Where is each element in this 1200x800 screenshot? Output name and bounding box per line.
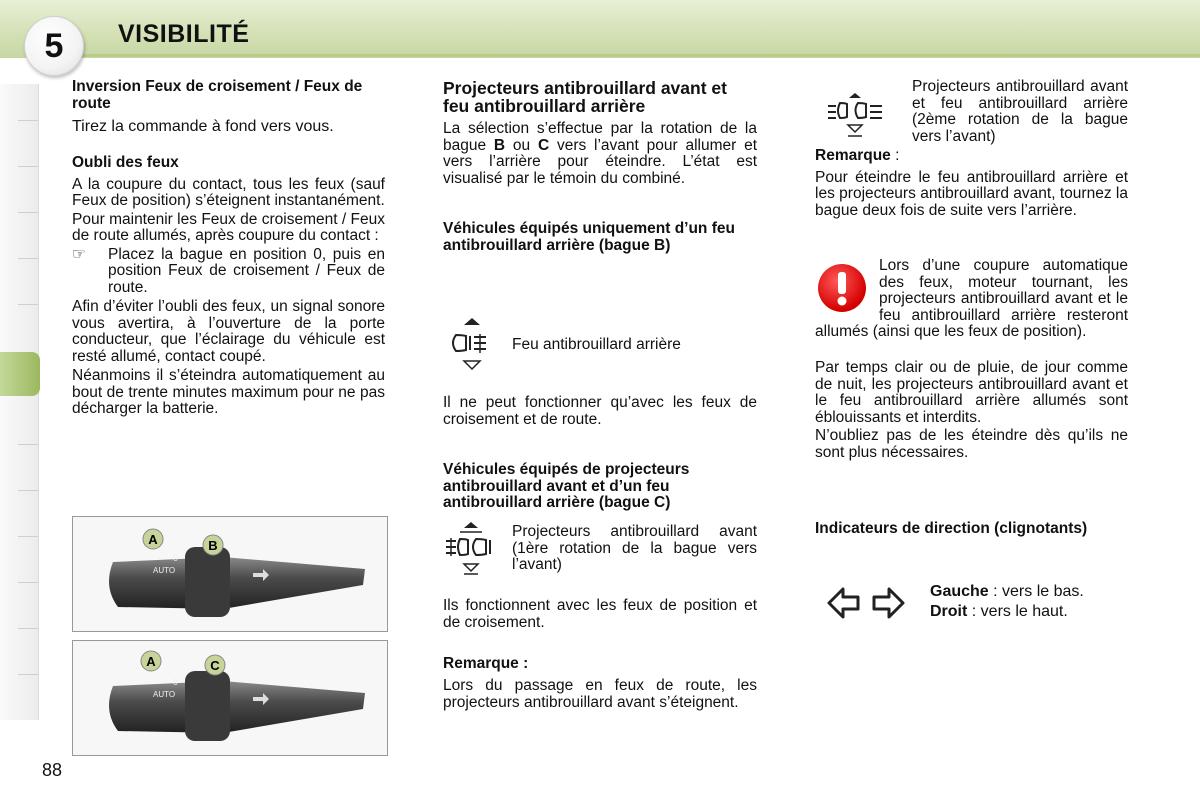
chapter-tabs xyxy=(0,84,40,720)
droit-line xyxy=(930,602,1128,622)
tab-divider xyxy=(18,674,38,675)
fog-front-rear-icon xyxy=(826,92,884,140)
stalk-drawing xyxy=(73,517,387,631)
turn-signal-icons xyxy=(826,586,906,620)
gauche-line xyxy=(930,582,1128,602)
text-eviter: Afin d’éviter l’oubli des feux, un signal sonore vous avertira, à l’ouverture de la porte conducteur, que l’éclairage du véhicule est resté allumé, contact coupé. xyxy=(72,298,385,365)
chapter-number: 5 xyxy=(24,16,84,76)
tab-divider xyxy=(18,304,38,305)
stalk-illustration-c xyxy=(72,640,388,756)
zero-label: 0 xyxy=(173,677,179,687)
tab-active-chapter[interactable] xyxy=(0,352,40,396)
tab-divider xyxy=(18,536,38,537)
gauche-text: : vers le bas. xyxy=(988,583,1084,600)
ring-c-ref: C xyxy=(537,136,550,154)
remarque-heading-line xyxy=(815,148,1128,165)
arrow-right-icon xyxy=(874,589,903,617)
fog-front-rear-glyph xyxy=(826,92,884,140)
remarque-block xyxy=(815,148,1128,219)
auto-label: AUTO xyxy=(153,566,176,575)
arrow-left-icon xyxy=(829,589,858,617)
column-middle xyxy=(443,79,757,254)
droit-text: : vers le haut. xyxy=(967,603,1068,620)
text-coupure: A la coupure du contact, tous les feux (sauf Feux de position) s’éteignent instantanément. xyxy=(72,175,385,209)
tab-divider xyxy=(18,444,38,445)
label-a: A xyxy=(146,654,156,669)
text-maintenir: Pour maintenir les Feux de croisement / Feux de route allumés, après coupure du contact : xyxy=(72,210,385,244)
auto-label: AUTO xyxy=(153,690,176,699)
text-selection-1: La sélection s’effectue par la rotation de la bague xyxy=(443,120,757,154)
fog-rear-icon xyxy=(450,316,494,374)
icon-rear-caption: Feu antibrouillard arrière xyxy=(512,336,681,353)
text-selection-2: ou xyxy=(505,136,538,154)
text-inversion: Tirez la commande à fond vers vous. xyxy=(72,118,334,135)
tab-divider xyxy=(18,628,38,629)
tab-divider xyxy=(18,120,38,121)
tab-divider xyxy=(18,166,38,167)
stalk-body xyxy=(109,557,365,609)
bullet-item xyxy=(72,247,385,297)
pointing-hand-icon: ☞ xyxy=(72,245,86,263)
column-right-lower xyxy=(815,360,1128,461)
turn-signal-text xyxy=(930,582,1128,622)
heading-indicateurs: Indicateurs de direction (clignotants) xyxy=(815,520,1088,537)
label-a: A xyxy=(148,532,158,547)
bullet-text: Placez la bague en position 0, puis en position Feux de croisement / Feux de route. xyxy=(108,245,385,296)
fog-rear-glyph xyxy=(450,316,494,374)
heading-bague-b: Véhicules équipés uniquement d’un feu antibrouillard arrière (bague B) xyxy=(443,220,735,254)
page-number: 88 xyxy=(42,760,63,780)
icon-both-caption: Projecteurs antibrouillard avant et feu antibrouillard arrière (2ème rotation de la bague vers l’avant) xyxy=(912,78,1128,145)
text-neanmoins: Néanmoins il s’éteindra automatiquement au bout de trente minutes maximum pour ne pas décharger la batterie. xyxy=(72,367,385,417)
text-position: Ils fonctionnent avec les feux de position et de croisement. xyxy=(443,597,757,631)
label-c: C xyxy=(210,658,220,673)
turn-signal-glyph xyxy=(826,586,906,620)
text-fonctionner: Il ne peut fonctionner qu’avec les feux de croisement et de route. xyxy=(443,394,757,428)
column-left xyxy=(72,79,385,418)
text-temps: Par temps clair ou de pluie, de jour comme de nuit, les projecteurs antibrouillard avant et le feu antibrouillard arrière allumés sont éblouissants et interdits. xyxy=(815,359,1128,426)
stalk-illustration-b xyxy=(72,516,388,632)
text-remarque: Lors du passage en feux de route, les projecteurs antibrouillard avant s’éteignent. xyxy=(443,677,757,711)
heading-remarque-right: Remarque xyxy=(815,147,891,164)
text-oubliez: N’oubliez pas de les éteindre dès qu’ils ne sont plus nécessaires. xyxy=(815,427,1128,461)
heading-remarque: Remarque : xyxy=(443,655,529,672)
header-divider xyxy=(40,54,1200,57)
icon-front-caption: Projecteurs antibrouillard avant (1ère rotation de la bague vers l’avant) xyxy=(512,523,757,573)
tab-divider xyxy=(18,258,38,259)
ring-b-ref: B xyxy=(493,136,506,154)
heading-oubli: Oubli des feux xyxy=(72,154,179,171)
stalk-drawing xyxy=(73,641,387,755)
alert-text-wrap xyxy=(815,258,1128,341)
stalk-ring xyxy=(185,547,230,617)
text-selection xyxy=(443,121,757,187)
gauche-label: Gauche xyxy=(930,583,989,600)
heading-projecteurs: Projecteurs antibrouillard avant et feu antibrouillard arrière xyxy=(443,78,727,116)
zero-label: 0 xyxy=(173,553,179,563)
heading-inversion: Inversion Feux de croisement / Feux de route xyxy=(72,78,363,112)
fog-front-icon xyxy=(444,520,498,578)
tab-divider xyxy=(18,582,38,583)
text-selection-3: vers l’avant pour allumer et vers l’arrière pour éteindre. L’état est visualisé par le témoin du combiné. xyxy=(443,136,757,187)
stalk-ring xyxy=(185,671,230,741)
tab-divider xyxy=(18,490,38,491)
label-b: B xyxy=(208,538,218,553)
fog-front-glyph xyxy=(444,520,498,578)
stalk-body xyxy=(109,681,365,733)
droit-label: Droit xyxy=(930,603,968,620)
tab-strip xyxy=(0,84,39,720)
text-remarque-right: Pour éteindre le feu antibrouillard arrière et les projecteurs antibrouillard avant, tournez la bague deux fois de suite vers l’arrière. xyxy=(815,168,1128,219)
alert-float-spacer xyxy=(815,258,879,324)
page-title: VISIBILITÉ xyxy=(118,20,250,48)
heading-bague-c: Véhicules équipés de projecteurs antibrouillard avant et d’un feu antibrouillard arrière (bague C) xyxy=(443,461,690,511)
tab-divider xyxy=(18,212,38,213)
alert-text: Lors d’une coupure automatique des feux, moteur tournant, les projecteurs antibrouillard avant et le feu antibrouillard arrière resteront allumés (ainsi que les feux de position). xyxy=(815,257,1128,340)
heading-remarque-colon: : xyxy=(890,147,900,164)
